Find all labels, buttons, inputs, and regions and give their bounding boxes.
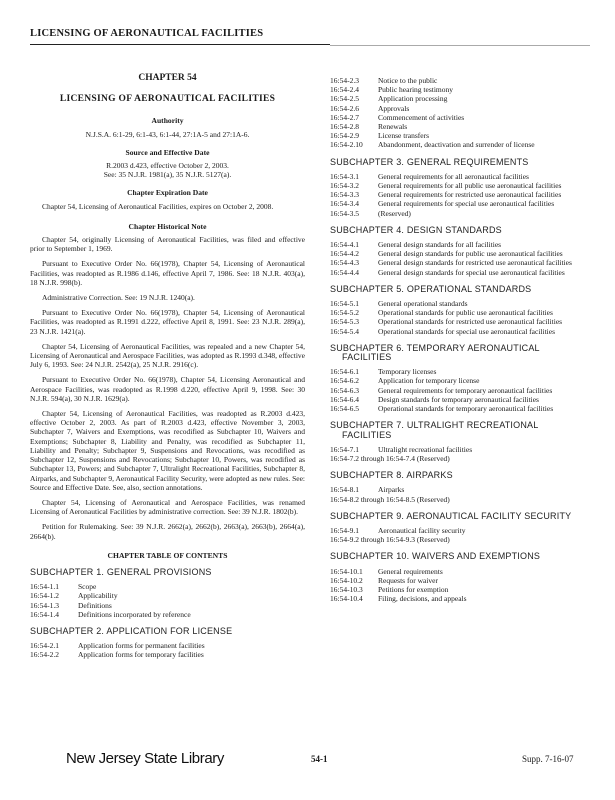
subchapter-heading: SUBCHAPTER 3. GENERAL REQUIREMENTS	[330, 156, 529, 167]
section-title: General design standards for special use aeronautical facilities	[378, 267, 565, 277]
toc-reserved-range: 16:54-8.2 through 16:54-8.5 (Reserved)	[330, 494, 450, 504]
section-title: Ultralight recreational facilities	[378, 444, 473, 454]
section-title: (Reserved)	[378, 208, 411, 218]
toc-entry	[330, 122, 590, 131]
toc-entry	[330, 249, 590, 258]
section-title: Temporary licenses	[378, 367, 437, 377]
section-number: 16:54-2.4	[330, 85, 359, 95]
section-number: 16:54-10.4	[330, 594, 363, 604]
toc-entry	[30, 610, 305, 619]
toc-entry	[330, 308, 590, 317]
section-title: Application for temporary license	[378, 376, 480, 386]
section-title: Operational standards for temporary aeronautical facilities	[378, 404, 554, 414]
running-head: LICENSING OF AERONAUTICAL FACILITIES	[30, 28, 264, 39]
toc-entry	[330, 317, 590, 326]
toc-entry	[30, 582, 305, 591]
section-number: 16:54-2.10	[330, 140, 363, 150]
section-number: 16:54-3.4	[330, 199, 359, 209]
section-number: 16:54-8.1	[330, 485, 359, 495]
toc-subchapter	[330, 552, 590, 603]
section-title: General requirements for all public use aeronautical facilities	[378, 181, 562, 191]
toc-subchapter	[30, 568, 305, 619]
section-number: 16:54-9.1	[330, 525, 359, 535]
section-title: Public hearing testimony	[378, 85, 453, 95]
toc-entry	[330, 395, 590, 404]
section-title: Filing, decisions, and appeals	[378, 594, 467, 604]
toc-subchapter-continued	[330, 76, 590, 150]
subchapter-heading: SUBCHAPTER 8. AIRPARKS	[330, 470, 453, 481]
section-title: General requirements	[378, 566, 443, 576]
toc-subchapter	[330, 344, 590, 413]
section-number: 16:54-5.4	[330, 326, 359, 336]
chapter-number: CHAPTER 54	[138, 73, 197, 83]
historical-paragraph: Chapter 54, originally Licensing of Aeronautical Facilities, was filed and effective prior to September 1, 1969.	[30, 235, 305, 254]
right-column	[330, 76, 590, 611]
historical-paragraph: Pursuant to Executive Order No. 66(1978), Chapter 54, Licensing of Aeronautical Facilities, was readopted as R.1991 d.222, effective April 8, 1991. See: 23 N.J.R. 289(a), 23 N.J.R. 1421(a).	[30, 308, 305, 336]
subchapter-heading-line: SUBCHAPTER 6. TEMPORARY AERONAUTICAL	[330, 342, 540, 353]
subchapter-heading-line: SUBCHAPTER 7. ULTRALIGHT RECREATIONAL	[330, 420, 539, 431]
toc-entry	[330, 485, 590, 494]
section-title: Petitions for exemption	[378, 584, 449, 594]
section-title: General design standards for all facilities	[378, 240, 502, 250]
toc-heading: CHAPTER TABLE OF CONTENTS	[107, 550, 228, 560]
section-number: 16:54-2.7	[330, 112, 359, 122]
section-number: 16:54-4.4	[330, 267, 359, 277]
toc-reserved-range: 16:54-9.2 through 16:54-9.3 (Reserved)	[330, 535, 450, 545]
section-title: Approvals	[378, 103, 410, 113]
historical-paragraph: Chapter 54, Licensing of Aeronautical and Aerospace Facilities, was renamed Licensing of Aeronautical Facilities by administrative correction. See: 39 N.J.R. 1802(b).	[30, 497, 305, 517]
expiration-heading: Chapter Expiration Date	[127, 188, 208, 198]
subchapter-heading	[330, 344, 590, 362]
section-number: 16:54-2.1	[30, 641, 59, 651]
toc-entry	[330, 445, 590, 454]
footer-supplement-date: Supp. 7-16-07	[522, 754, 574, 764]
toc-entry	[330, 268, 590, 277]
section-number: 16:54-6.5	[330, 404, 359, 414]
section-number: 16:54-10.2	[330, 575, 363, 585]
section-title: Notice to the public	[378, 76, 438, 85]
section-number: 16:54-2.9	[330, 131, 359, 141]
historical-paragraph: Chapter 54, Licensing of Aeronautical Facilities, was readopted as R.2003 d.423, effective October 2, 2003. As part of R.2003 d.423, effective November 3, 2003, Subchapter 7, Waivers and Exemptions, was recodified as Subchapter 10, Waivers and Exemptions; Subchapter 8, Liability and Penalty, was recodified as Subchapter 11, Liability and Penalty; Subchapter 9, Suspensions and Revocations, was recodified as Subchapter 12, Suspensions and Revocations; Subchapter 10, Powers, was recodified as Subchapter 13, Powers; and Subchapter 7, Ultralight Recreational Facilities, Subchapter 8, Airparks, and Subchapter 9, Aeronautical Facility Security, were adopted as new rules. See: Source and Effective Date. See, also, section annotations.	[30, 409, 305, 492]
section-title: Applicability	[78, 591, 118, 601]
toc-entry	[30, 601, 305, 610]
toc-entry	[330, 594, 590, 603]
historical-paragraph: Chapter 54, Licensing of Aeronautical Facilities, was repealed and a new Chapter 54, Licensing of Aeronautical and Aerospace Facilities, was adopted as R.1993 d.348, effective July 6, 1993. See: 24 N.J.R. 2542(a), 25 N.J.R. 2916(c).	[30, 341, 305, 370]
section-title: General requirements for restricted use aeronautical facilities	[378, 190, 562, 200]
section-number: 16:54-2.8	[330, 122, 359, 132]
section-number: 16:54-7.1	[330, 444, 359, 454]
section-number: 16:54-2.5	[330, 94, 359, 104]
toc-subchapter	[330, 226, 590, 277]
historical-paragraph: Pursuant to Executive Order No. 66(1978), Chapter 54, Licensing Aeronautical and Aerospace Facilities, was readopted as R.1998 d.220, effective April 9, 1998. See: 30 N.J.R. 594(a), 30 N.J.R. 1629(a).	[30, 375, 305, 403]
toc-entry	[330, 113, 590, 122]
toc-entry	[30, 591, 305, 600]
section-title: Operational standards for special use aeronautical facilities	[378, 326, 556, 336]
section-number: 16:54-3.1	[330, 171, 359, 181]
toc-entry	[330, 190, 590, 199]
section-number: 16:54-4.3	[330, 258, 359, 268]
historical-heading: Chapter Historical Note	[128, 221, 207, 231]
section-title: General requirements for special use aeronautical facilities	[378, 199, 555, 209]
section-number: 16:54-6.1	[330, 367, 359, 377]
subchapter-heading: SUBCHAPTER 10. WAIVERS AND EXEMPTIONS	[330, 551, 541, 562]
toc-subchapter	[330, 512, 590, 545]
section-title: Definitions incorporated by reference	[78, 609, 191, 619]
toc-entry	[330, 172, 590, 181]
toc-entry	[330, 181, 590, 190]
footer-library-name: New Jersey State Library	[66, 750, 224, 767]
toc-subchapter	[30, 627, 305, 660]
subchapter-heading: SUBCHAPTER 2. APPLICATION FOR LICENSE	[30, 625, 233, 636]
section-title: Operational standards for restricted use aeronautical facilities	[378, 317, 563, 327]
historical-paragraph: Petition for Rulemaking. See: 39 N.J.R. 2662(a), 2662(b), 2663(a), 2663(b), 2664(a), 2664(b).	[30, 522, 305, 541]
subchapter-heading: SUBCHAPTER 5. OPERATIONAL STANDARDS	[330, 283, 532, 294]
toc-entry	[330, 258, 590, 267]
section-number: 16:54-2.3	[330, 76, 359, 85]
section-title: Airparks	[378, 485, 405, 495]
source-line-2: See: 35 N.J.R. 1981(a), 35 N.J.R. 5127(a).	[103, 170, 232, 180]
section-number: 16:54-4.1	[330, 240, 359, 250]
toc-entry	[330, 85, 590, 94]
toc-entry	[330, 140, 590, 149]
historical-paragraph: Administrative Correction. See: 19 N.J.R. 1240(a).	[42, 293, 195, 303]
toc-entry	[330, 199, 590, 208]
section-title: License transfers	[378, 131, 430, 141]
section-number: 16:54-5.1	[330, 299, 359, 309]
toc-entry	[330, 376, 590, 385]
toc-entry	[330, 567, 590, 576]
section-number: 16:54-5.2	[330, 308, 359, 318]
section-title: General requirements for temporary aeronautical facilities	[378, 385, 553, 395]
toc-subchapter	[330, 471, 590, 504]
section-title: General requirements for all aeronautical facilities	[378, 171, 529, 181]
section-number: 16:54-6.4	[330, 394, 359, 404]
section-title: Definitions	[78, 600, 112, 610]
section-number: 16:54-6.3	[330, 385, 359, 395]
section-title: Design standards for temporary aeronautical facilities	[378, 394, 539, 404]
expiration-text: Chapter 54, Licensing of Aeronautical Facilities, expires on October 2, 2008.	[42, 201, 274, 211]
section-number: 16:54-6.2	[330, 376, 359, 386]
subchapter-heading: SUBCHAPTER 9. AERONAUTICAL FACILITY SECURITY	[330, 510, 572, 521]
historical-paragraph: Pursuant to Executive Order No. 66(1978), Chapter 54, Licensing of Aeronautical Facilities, was readopted as R.1986 d.146, effective April 7, 1986. See: 18 N.J.R. 403(a), 18 N.J.R. 998(b).	[30, 259, 305, 287]
section-title: General design standards for restricted use aeronautical facilities	[378, 258, 572, 268]
section-title: Renewals	[378, 122, 408, 132]
toc-entry	[330, 327, 590, 336]
section-number: 16:54-3.2	[330, 181, 359, 191]
header-rule-light	[330, 45, 590, 46]
left-column	[30, 74, 305, 668]
section-number: 16:54-5.3	[330, 317, 359, 327]
section-title: General operational standards	[378, 299, 468, 309]
section-number: 16:54-1.2	[30, 591, 59, 601]
toc-entry	[330, 526, 590, 535]
toc-entry	[330, 104, 590, 113]
section-title: Scope	[78, 582, 97, 592]
section-title: General design standards for public use aeronautical facilities	[378, 249, 563, 259]
authority-text: N.J.S.A. 6:1-29, 6:1-43, 6:1-44, 27:1A-5 and 27:1A-6.	[85, 129, 250, 139]
section-title: Application forms for permanent facilities	[78, 641, 205, 651]
subchapter-heading: SUBCHAPTER 1. GENERAL PROVISIONS	[30, 566, 212, 577]
section-title: Operational standards for public use aeronautical facilities	[378, 308, 553, 318]
section-number: 16:54-1.3	[30, 600, 59, 610]
authority-heading: Authority	[151, 116, 184, 126]
toc-entry	[330, 240, 590, 249]
toc-subchapter	[330, 158, 590, 218]
toc-subchapter	[330, 285, 590, 336]
section-number: 16:54-3.5	[330, 208, 359, 218]
toc-entry	[330, 76, 590, 85]
toc-subchapter	[330, 421, 590, 463]
section-title: Application processing	[378, 94, 448, 104]
toc-entry	[30, 650, 305, 659]
subchapter-heading: SUBCHAPTER 4. DESIGN STANDARDS	[330, 224, 502, 235]
toc-entry	[330, 585, 590, 594]
section-title: Aeronautical facility security	[378, 525, 466, 535]
toc-entry	[330, 299, 590, 308]
subchapter-heading	[330, 421, 590, 439]
toc-entry	[330, 576, 590, 585]
section-number: 16:54-2.6	[330, 103, 359, 113]
toc-entry	[330, 386, 590, 395]
source-line-1: R.2003 d.423, effective October 2, 2003.	[106, 161, 229, 171]
section-title: Application forms for temporary facilities	[78, 650, 204, 660]
chapter-title: LICENSING OF AERONAUTICAL FACILITIES	[59, 94, 276, 105]
section-title: Requests for waiver	[378, 575, 438, 585]
source-heading: Source and Effective Date	[125, 147, 210, 157]
section-number: 16:54-1.1	[30, 582, 59, 592]
section-number: 16:54-3.3	[330, 190, 359, 200]
section-number: 16:54-1.4	[30, 609, 59, 619]
toc-reserved-range: 16:54-7.2 through 16:54-7.4 (Reserved)	[330, 453, 450, 463]
header-rule	[30, 44, 330, 45]
footer-page-number: 54-1	[311, 754, 328, 764]
toc-entry	[330, 94, 590, 103]
section-number: 16:54-4.2	[330, 249, 359, 259]
section-number: 16:54-10.1	[330, 566, 363, 576]
section-title: Commencement of activities	[378, 112, 465, 122]
section-number: 16:54-10.3	[330, 584, 363, 594]
subchapter-heading-cont: FACILITIES	[342, 429, 392, 440]
toc-entry	[330, 404, 590, 413]
section-number: 16:54-2.2	[30, 650, 59, 660]
toc-entry	[30, 641, 305, 650]
toc-entry	[330, 131, 590, 140]
toc-entry	[330, 367, 590, 376]
section-title: Abandonment, deactivation and surrender of license	[378, 140, 535, 150]
subchapter-heading-cont: FACILITIES	[342, 352, 392, 363]
toc-entry	[330, 209, 590, 218]
